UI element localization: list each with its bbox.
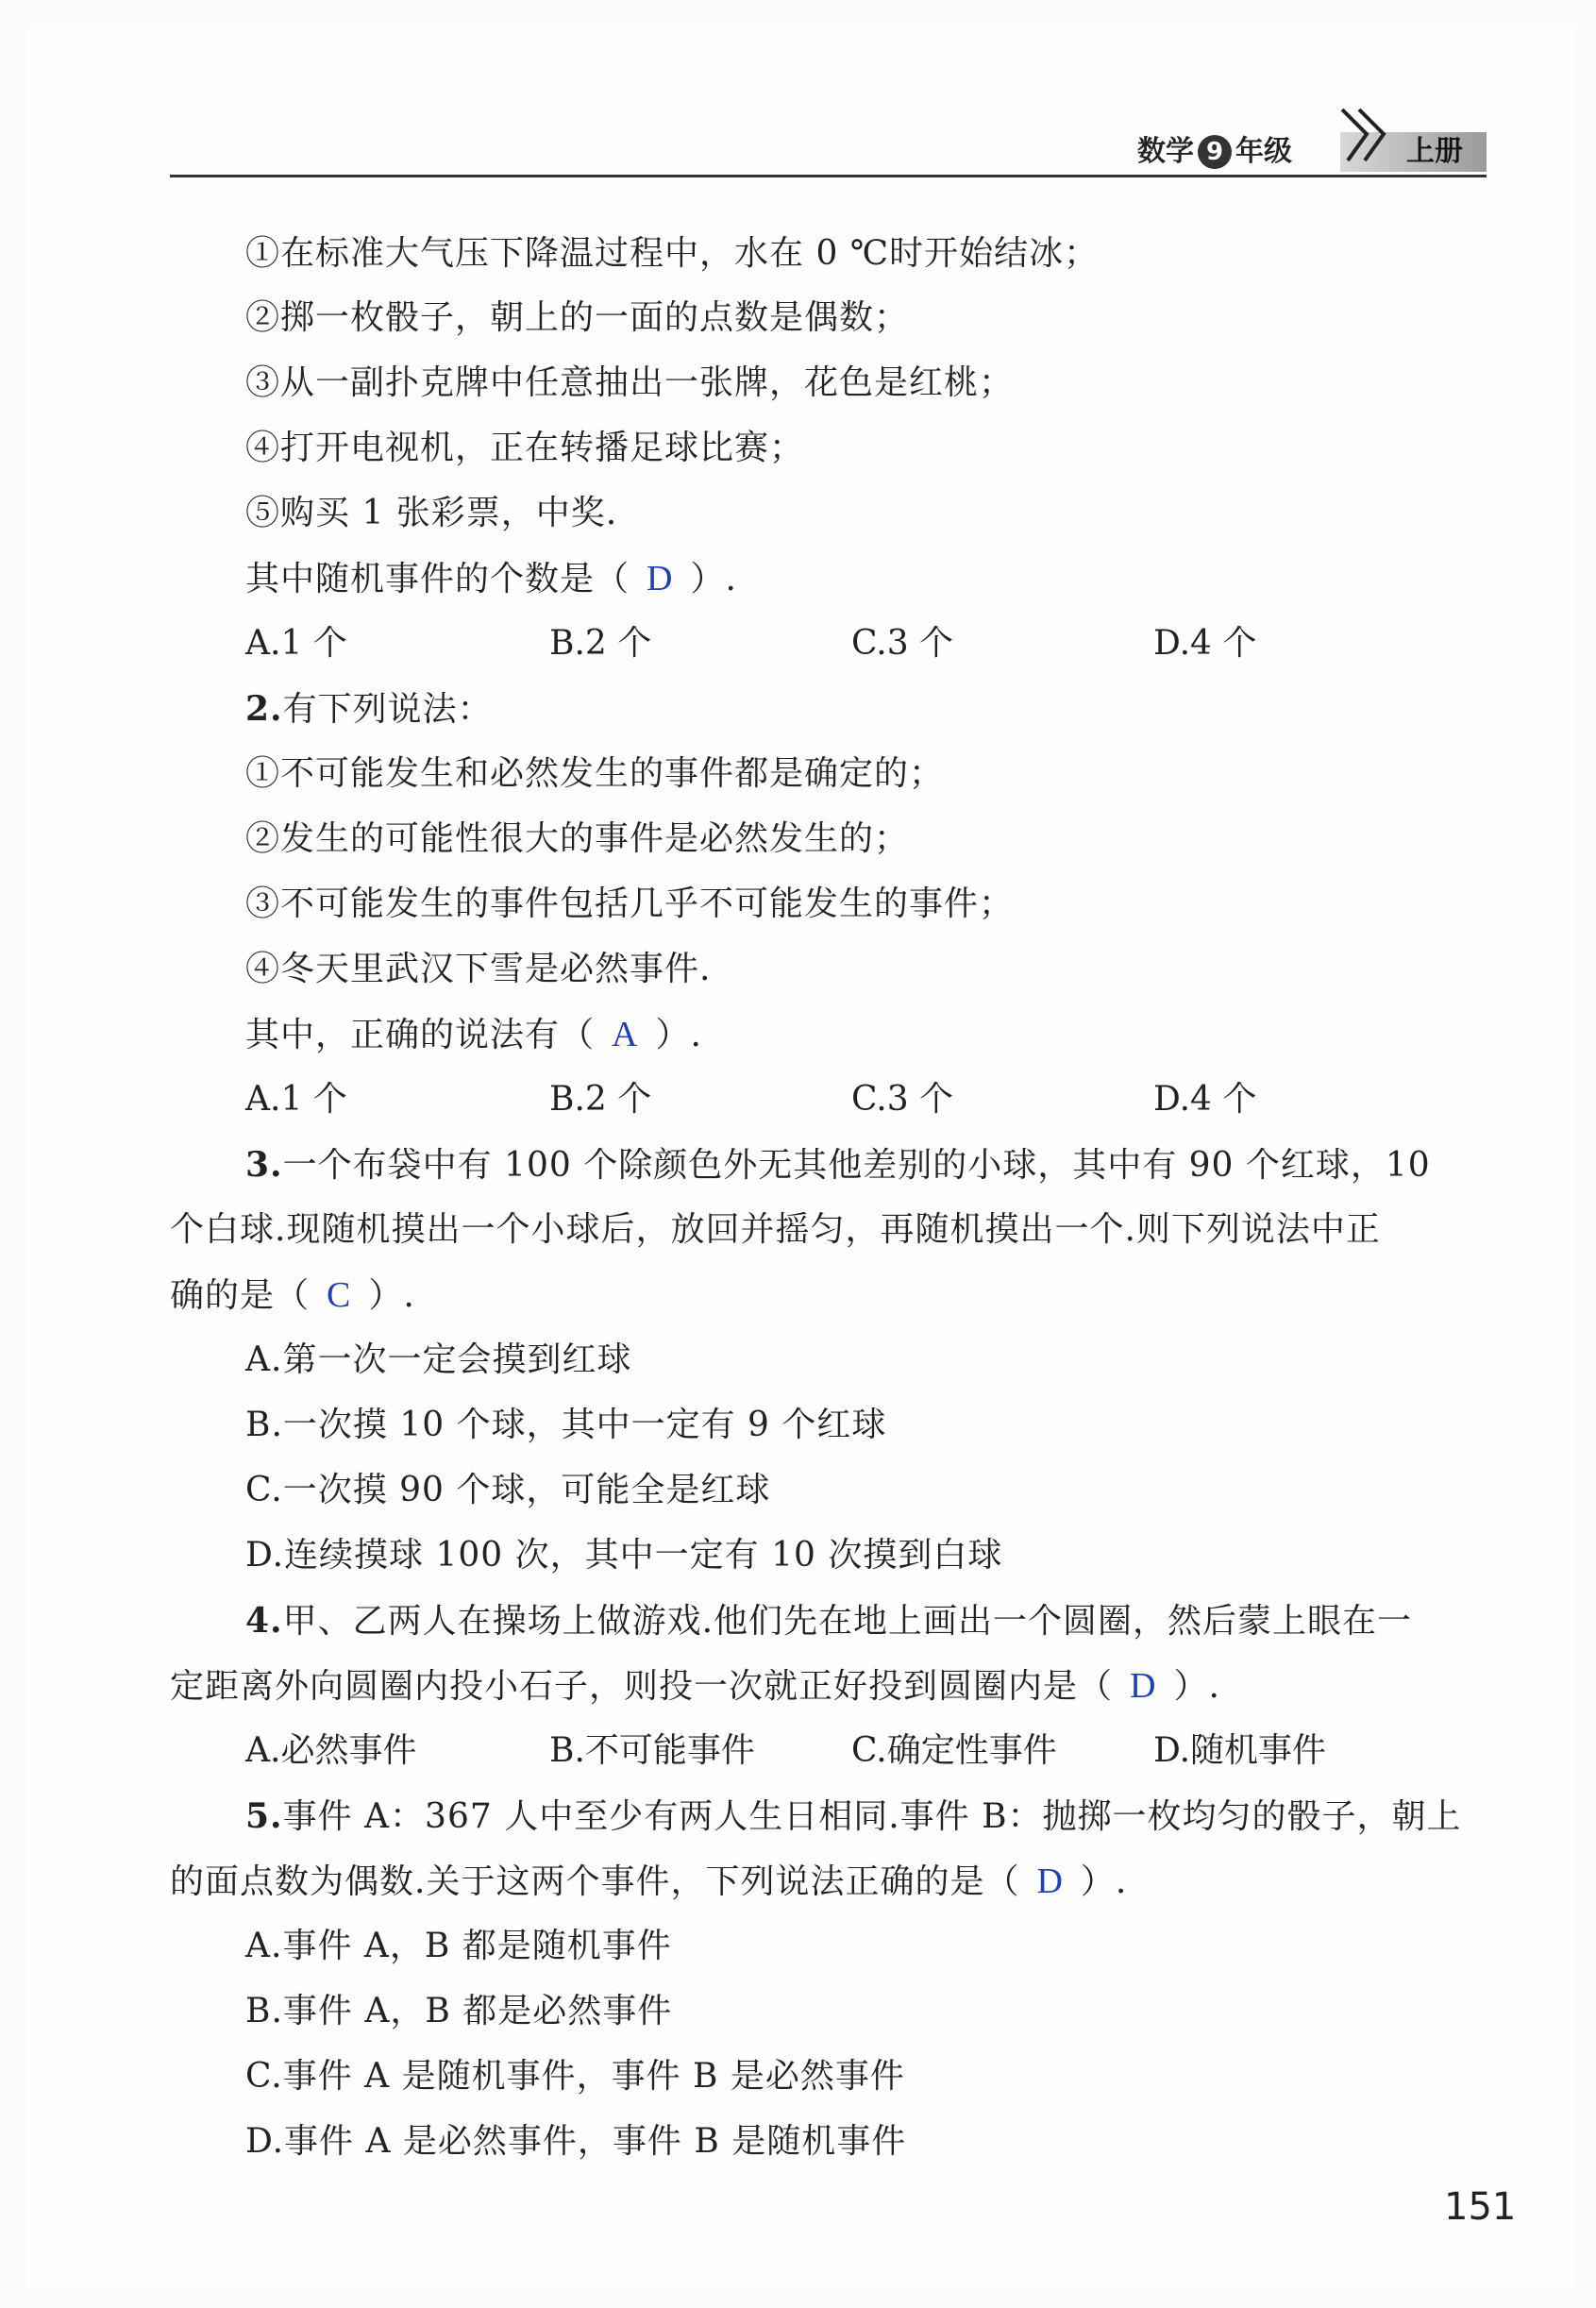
grade-badge: 9 (1198, 135, 1232, 169)
header-divider (170, 175, 1487, 177)
q1-item: ⑤购买 1 张彩票，中奖. (245, 494, 618, 532)
q2-title: 2.有下列说法： (245, 689, 493, 729)
q2-option-d: D.4 个 (1153, 1080, 1257, 1119)
page-number: 151 (1444, 2185, 1517, 2229)
q2-answer: A (612, 1015, 639, 1054)
q1-item: ①在标准大气压下降温过程中，水在 0 ℃时开始结冰； (245, 234, 1100, 273)
q3-option-b: B.一次摸 10 个球，其中一定有 9 个红球 (245, 1406, 887, 1444)
grade-suffix: 年级 (1235, 135, 1292, 168)
q3-line3: 确的是（ C ）. (170, 1272, 415, 1319)
q1-option-a: A.1 个 (245, 624, 347, 663)
q3-option-a: A.第一次一定会摸到红球 (245, 1340, 632, 1379)
q4-option-d: D.随机事件 (1153, 1731, 1327, 1770)
double-chevron-icon (1338, 106, 1395, 164)
q3-answer: C (327, 1275, 352, 1315)
q2-item: ④冬天里武汉下雪是必然事件. (245, 950, 712, 988)
q2-item: ①不可能发生和必然发生的事件都是确定的； (245, 754, 945, 793)
q3-option-c: C.一次摸 90 个球，可能全是红球 (245, 1471, 771, 1509)
subject-label: 数学 (1137, 135, 1194, 168)
q1-stem: 其中随机事件的个数是（ D ）. (245, 556, 737, 602)
q1-item: ④打开电视机，正在转播足球比赛； (245, 429, 805, 467)
q4-option-b: B.不可能事件 (549, 1731, 755, 1770)
q5-line2: 的面点数为偶数.关于这两个事件，下列说法正确的是（ D ）. (170, 1859, 1127, 1905)
header-subject (1137, 132, 1292, 172)
q5-option-a: A.事件 A，B 都是随机事件 (245, 1927, 672, 1965)
q2-stem: 其中，正确的说法有（ A ）. (245, 1012, 702, 1058)
q3-line1: 3.一个布袋中有 100 个除颜色外无其他差别的小球，其中有 90 个红球，10 (245, 1145, 1431, 1185)
q5-option-b: B.事件 A，B 都是必然事件 (245, 1992, 673, 2030)
q3-line2: 个白球.现随机摸出一个小球后，放回并摇匀，再随机摸出一个.则下列说法中正 (170, 1210, 1381, 1249)
q2-option-a: A.1 个 (245, 1080, 347, 1119)
q4-line2: 定距离外向圆圈内投小石子，则投一次就正好投到圆圈内是（ D ）. (170, 1663, 1220, 1710)
q5-answer: D (1036, 1862, 1064, 1901)
q3-option-d: D.连续摸球 100 次，其中一定有 10 次摸到白球 (245, 1536, 1003, 1575)
q1-item: ③从一副扑克牌中任意抽出一张牌，花色是红桃； (245, 363, 1015, 402)
q4-line1: 4.甲、乙两人在操场上做游戏.他们先在地上画出一个圆圈，然后蒙上眼在一 (245, 1601, 1413, 1641)
q2-item: ②发生的可能性很大的事件是必然发生的； (245, 819, 910, 858)
q4-answer: D (1130, 1666, 1157, 1706)
q1-option-d: D.4 个 (1153, 624, 1257, 663)
q1-item: ②掷一枚骰子，朝上的一面的点数是偶数； (245, 298, 910, 337)
book-volume: 上册 (1406, 135, 1463, 168)
q1-answer: D (647, 559, 674, 598)
q5-option-d: D.事件 A 是必然事件，事件 B 是随机事件 (245, 2122, 907, 2161)
q2-item: ③不可能发生的事件包括几乎不可能发生的事件； (245, 884, 1015, 923)
q2-option-c: C.3 个 (851, 1080, 954, 1119)
q1-option-c: C.3 个 (851, 624, 954, 663)
q5-option-c: C.事件 A 是随机事件，事件 B 是必然事件 (245, 2057, 905, 2096)
q2-option-b: B.2 个 (549, 1080, 652, 1119)
q5-line1: 5.事件 A：367 人中至少有两人生日相同.事件 B：抛掷一枚均匀的骰子，朝上 (245, 1796, 1462, 1836)
q4-option-c: C.确定性事件 (851, 1731, 1057, 1770)
q4-option-a: A.必然事件 (245, 1731, 417, 1770)
q1-option-b: B.2 个 (549, 624, 652, 663)
